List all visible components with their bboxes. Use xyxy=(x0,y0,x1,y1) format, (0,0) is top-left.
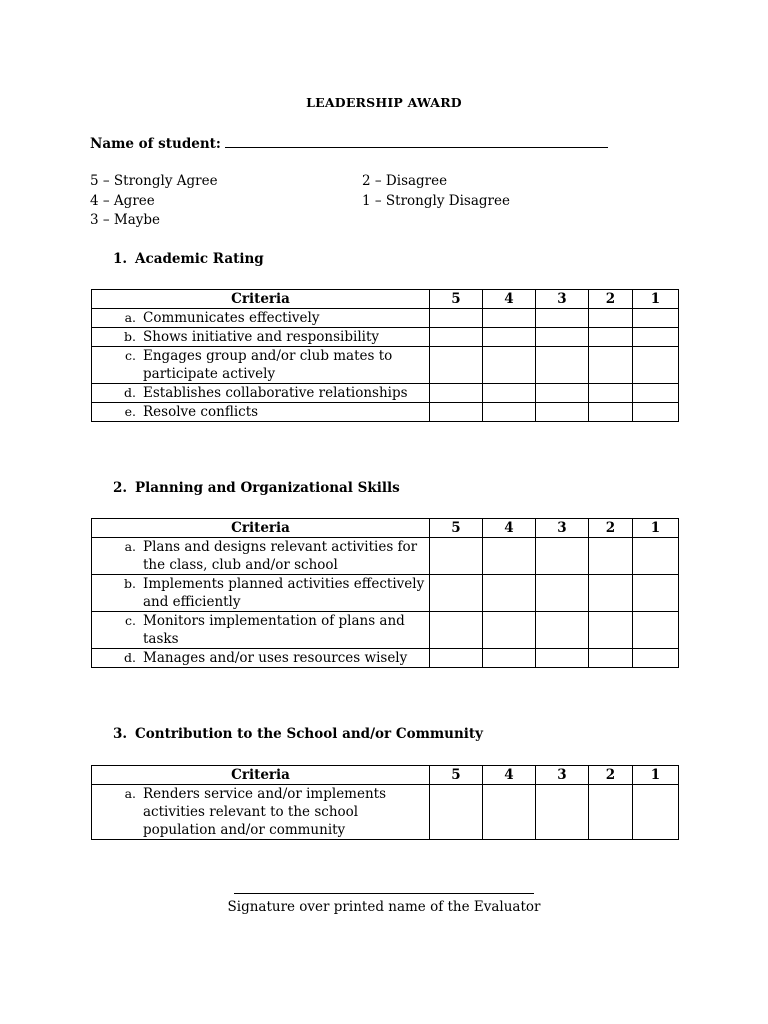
section-number: 2. xyxy=(113,480,128,496)
signature-line[interactable] xyxy=(234,893,534,894)
rating-header-1: 1 xyxy=(633,519,679,538)
criteria-header: Criteria xyxy=(92,766,430,785)
criteria-header: Criteria xyxy=(92,519,430,538)
section-title-academic-rating xyxy=(113,251,264,267)
table-header-row xyxy=(92,290,679,309)
section-number: 1. xyxy=(113,251,128,267)
rating-box-4[interactable] xyxy=(483,612,536,649)
rating-box-3[interactable] xyxy=(536,538,589,575)
rating-box-3[interactable] xyxy=(536,347,589,384)
rating-box-1[interactable] xyxy=(633,538,679,575)
page-title: LEADERSHIP AWARD xyxy=(306,95,462,110)
rating-box-5[interactable] xyxy=(430,309,483,328)
rating-header-4: 4 xyxy=(483,290,536,309)
rating-box-1[interactable] xyxy=(633,309,679,328)
rating-box-3[interactable] xyxy=(536,649,589,668)
rating-box-5[interactable] xyxy=(430,612,483,649)
rating-box-1[interactable] xyxy=(633,575,679,612)
section-title-text: Planning and Organizational Skills xyxy=(135,480,400,496)
rating-box-5[interactable] xyxy=(430,575,483,612)
rating-box-2[interactable] xyxy=(589,612,633,649)
rating-box-2[interactable] xyxy=(589,403,633,422)
rating-box-2[interactable] xyxy=(589,384,633,403)
criterion-text: Renders service and/or implements activities relevant to the school population and/or community xyxy=(143,786,387,838)
scale-item: 4 – Agree xyxy=(90,192,155,209)
rating-box-5[interactable] xyxy=(430,785,483,840)
rating-box-1[interactable] xyxy=(633,649,679,668)
rating-header-3: 3 xyxy=(536,519,589,538)
table-row xyxy=(92,309,679,328)
criterion-cell xyxy=(92,612,430,649)
rating-box-2[interactable] xyxy=(589,347,633,384)
rating-header-5: 5 xyxy=(430,519,483,538)
rating-box-5[interactable] xyxy=(430,538,483,575)
rating-box-2[interactable] xyxy=(589,649,633,668)
criterion-cell xyxy=(92,538,430,575)
scale-item: 3 – Maybe xyxy=(90,212,161,228)
table-row xyxy=(92,328,679,347)
criterion-cell xyxy=(92,384,430,403)
rating-box-3[interactable] xyxy=(536,612,589,649)
rating-box-2[interactable] xyxy=(589,538,633,575)
rating-header-3: 3 xyxy=(536,290,589,309)
rating-box-4[interactable] xyxy=(483,403,536,422)
rating-box-4[interactable] xyxy=(483,347,536,384)
rating-box-5[interactable] xyxy=(430,403,483,422)
rating-box-2[interactable] xyxy=(589,328,633,347)
criterion-text: Shows initiative and responsibility xyxy=(143,329,380,345)
criterion-letter: c. xyxy=(125,613,136,628)
rating-box-1[interactable] xyxy=(633,328,679,347)
scale-item: 1 – Strongly Disagree xyxy=(362,192,510,209)
rating-box-4[interactable] xyxy=(483,649,536,668)
rating-box-3[interactable] xyxy=(536,785,589,840)
section-title-contribution xyxy=(113,726,483,742)
criterion-text: Communicates effectively xyxy=(143,310,320,326)
table-row xyxy=(92,384,679,403)
rating-box-4[interactable] xyxy=(483,309,536,328)
criterion-letter: b. xyxy=(124,329,136,344)
rating-header-2: 2 xyxy=(589,290,633,309)
rating-box-5[interactable] xyxy=(430,347,483,384)
criterion-letter: c. xyxy=(125,348,136,363)
rating-header-1: 1 xyxy=(633,766,679,785)
criterion-text: Manages and/or uses resources wisely xyxy=(143,650,408,666)
criterion-letter: a. xyxy=(124,310,136,325)
rating-box-3[interactable] xyxy=(536,309,589,328)
table-row xyxy=(92,612,679,649)
rating-box-5[interactable] xyxy=(430,649,483,668)
table-row xyxy=(92,347,679,384)
table-row xyxy=(92,403,679,422)
rating-box-5[interactable] xyxy=(430,384,483,403)
rating-table-planning xyxy=(91,518,679,668)
rating-box-4[interactable] xyxy=(483,575,536,612)
rating-box-1[interactable] xyxy=(633,612,679,649)
rating-box-4[interactable] xyxy=(483,328,536,347)
table-row xyxy=(92,538,679,575)
rating-box-1[interactable] xyxy=(633,403,679,422)
table-header-row xyxy=(92,766,679,785)
table-row xyxy=(92,785,679,840)
criterion-letter: d. xyxy=(124,385,136,400)
student-name-label: Name of student: xyxy=(90,136,221,152)
student-name-field xyxy=(90,133,608,152)
rating-box-3[interactable] xyxy=(536,384,589,403)
rating-box-1[interactable] xyxy=(633,347,679,384)
rating-box-2[interactable] xyxy=(589,309,633,328)
rating-header-3: 3 xyxy=(536,766,589,785)
rating-box-4[interactable] xyxy=(483,538,536,575)
criterion-letter: e. xyxy=(124,404,136,419)
rating-header-4: 4 xyxy=(483,766,536,785)
student-name-blank[interactable] xyxy=(225,133,608,148)
rating-table-contribution xyxy=(91,765,679,840)
rating-header-1: 1 xyxy=(633,290,679,309)
scale-item: 2 – Disagree xyxy=(362,173,448,189)
table-header-row xyxy=(92,519,679,538)
criterion-cell xyxy=(92,575,430,612)
criteria-header: Criteria xyxy=(92,290,430,309)
criterion-letter: d. xyxy=(124,650,136,665)
criterion-text: Establishes collaborative relationships xyxy=(143,385,408,401)
criterion-cell xyxy=(92,328,430,347)
criterion-letter: a. xyxy=(124,786,136,801)
criterion-cell xyxy=(92,309,430,328)
rating-header-2: 2 xyxy=(589,766,633,785)
rating-box-2[interactable] xyxy=(589,785,633,840)
scale-item: 5 – Strongly Agree xyxy=(90,173,218,189)
criterion-letter: b. xyxy=(124,576,136,591)
section-title-text: Contribution to the School and/or Community xyxy=(135,726,483,742)
rating-box-4[interactable] xyxy=(483,785,536,840)
section-number: 3. xyxy=(113,726,128,742)
rating-box-5[interactable] xyxy=(430,328,483,347)
rating-box-4[interactable] xyxy=(483,384,536,403)
rating-box-3[interactable] xyxy=(536,575,589,612)
rating-box-1[interactable] xyxy=(633,785,679,840)
section-title-text: Academic Rating xyxy=(135,251,264,267)
criterion-cell xyxy=(92,347,430,384)
rating-scale-right xyxy=(362,172,510,211)
criterion-text: Monitors implementation of plans and tasks xyxy=(143,613,405,647)
rating-header-5: 5 xyxy=(430,290,483,309)
rating-box-2[interactable] xyxy=(589,575,633,612)
criterion-text: Engages group and/or club mates to participate actively xyxy=(143,348,393,382)
table-row xyxy=(92,575,679,612)
rating-header-5: 5 xyxy=(430,766,483,785)
criterion-text: Plans and designs relevant activities for the class, club and/or school xyxy=(143,539,418,573)
section-title-planning xyxy=(113,480,400,496)
signature-caption: Signature over printed name of the Evaluator xyxy=(227,899,541,915)
criterion-cell xyxy=(92,785,430,840)
rating-box-3[interactable] xyxy=(536,403,589,422)
criterion-cell xyxy=(92,649,430,668)
rating-header-2: 2 xyxy=(589,519,633,538)
rating-header-4: 4 xyxy=(483,519,536,538)
rating-scale-left xyxy=(90,172,218,231)
rating-box-3[interactable] xyxy=(536,328,589,347)
criterion-cell xyxy=(92,403,430,422)
criterion-letter: a. xyxy=(124,539,136,554)
table-row xyxy=(92,649,679,668)
rating-box-1[interactable] xyxy=(633,384,679,403)
rating-table-academic xyxy=(91,289,679,422)
criterion-text: Resolve conflicts xyxy=(143,404,259,420)
criterion-text: Implements planned activities effectively and efficiently xyxy=(143,576,425,610)
